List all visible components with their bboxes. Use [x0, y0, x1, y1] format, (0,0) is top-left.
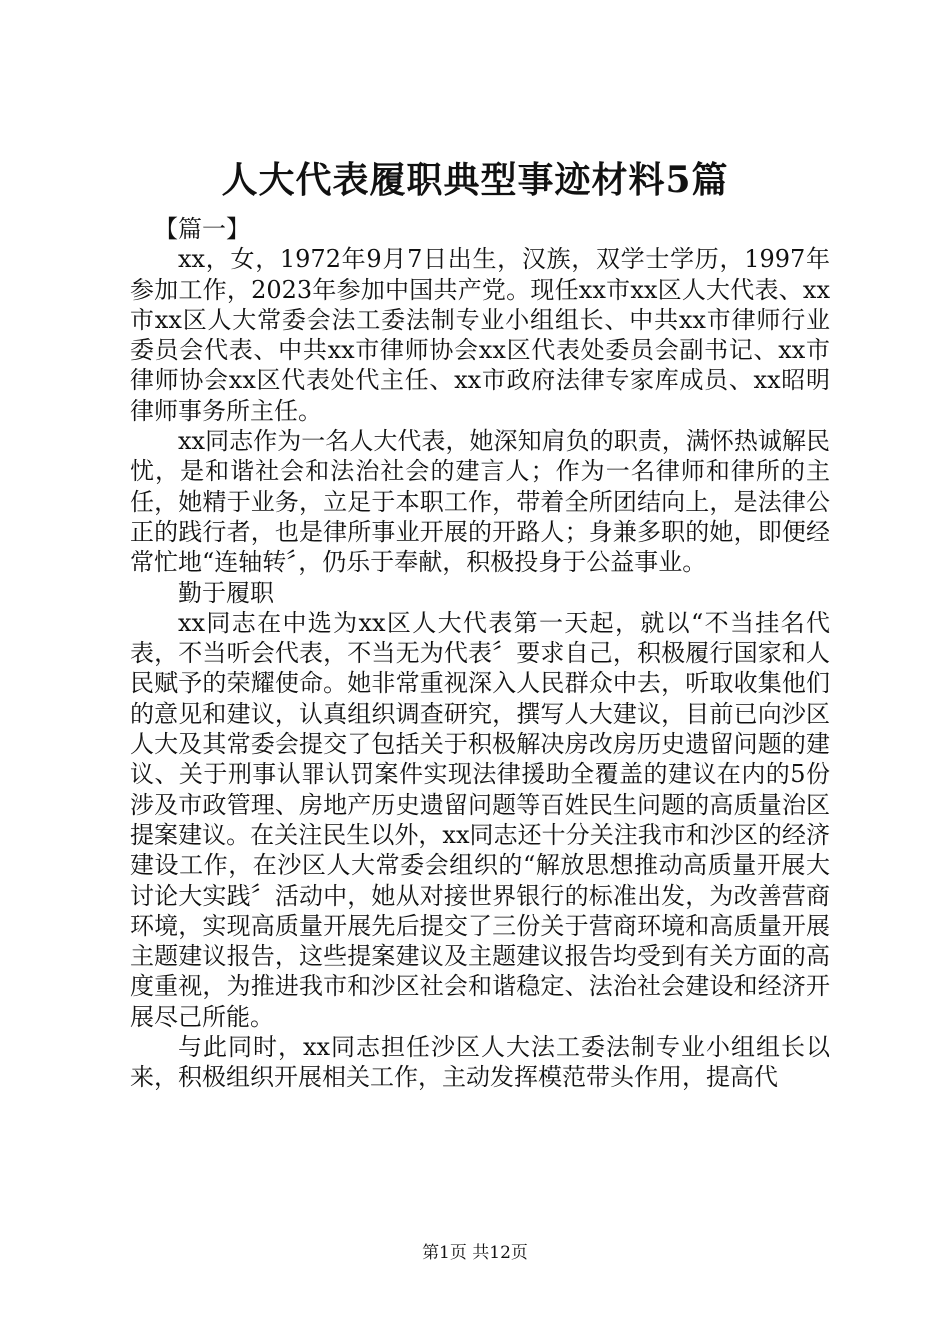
paragraph-duty: xx同志在中选为xx区人大代表第一天起，就以“不当挂名代表，不当听会代表，不当无为代表〞要求自己，积极履行国家和人民赋予的荣耀使命。她非常重视深入人民群众中去，听取收集他们的意见和建议，认真组织调查研究，撰写人大建议，目前已向沙区人大及其常委会提交了包括关于积极解决房改房历史遗留问题的建议、关于刑事认罪认罚案件实现法律援助全覆盖的建议在内的5份涉及市政管理、房地产历史遗留问题等百姓民生问题的高质量治区提案建议。在关注民生以外，xx同志还十分关注我市和沙区的经济建设工作，在沙区人大常委会组织的“解放思想推动高质量开展大讨论大实践〞活动中，她从对接世界银行的标准出发，为改善营商环境，实现高质量开展先后提交了三份关于营商环境和高质量开展主题建议报告，这些提案建议及主题建议报告均受到有关方面的高度重视，为推进我市和沙区社会和谐稳定、法治社会建设和经济开展尽己所能。 — [130, 608, 830, 1031]
paragraph-profile: xx，女，1972年9月7日出生，汉族，双学士学历，1997年参加工作，2023年参加中国共产党。现任xx市xx区人大代表、xx市xx区人大常委会法工委法制专业小组组长、中共xx市律师行业委员会代表、中共xx市律师协会xx区代表处委员会副书记、xx市律师协会xx区代表处代主任、xx市政府法律专家库成员、xx昭明律师事务所主任。 — [130, 245, 830, 425]
document-body — [130, 214, 830, 1093]
section-label: 【篇一】 — [154, 215, 250, 243]
document-title: 人大代表履职典型事迹材料5篇 — [221, 159, 729, 201]
page-number-footer: 第1页 共12页 — [422, 1243, 528, 1263]
paragraph-committee: 与此同时，xx同志担任沙区人大法工委法制专业小组组长以来，积极组织开展相关工作，主动发挥模范带头作用，提高代 — [130, 1033, 830, 1092]
subheading-duty: 勤于履职 — [178, 578, 274, 607]
paragraph-summary: xx同志作为一名人大代表，她深知肩负的职责，满怀热诚解民忧，是和谐社会和法治社会的建言人；作为一名律师和律所的主任，她精于业务，立足于本职工作，带着全所团结向上，是法律公正的践行者，也是律所事业开展的开路人；身兼多职的她，即便经常忙地“连轴转〞，仍乐于奉献，积极投身于公益事业。 — [130, 427, 830, 577]
